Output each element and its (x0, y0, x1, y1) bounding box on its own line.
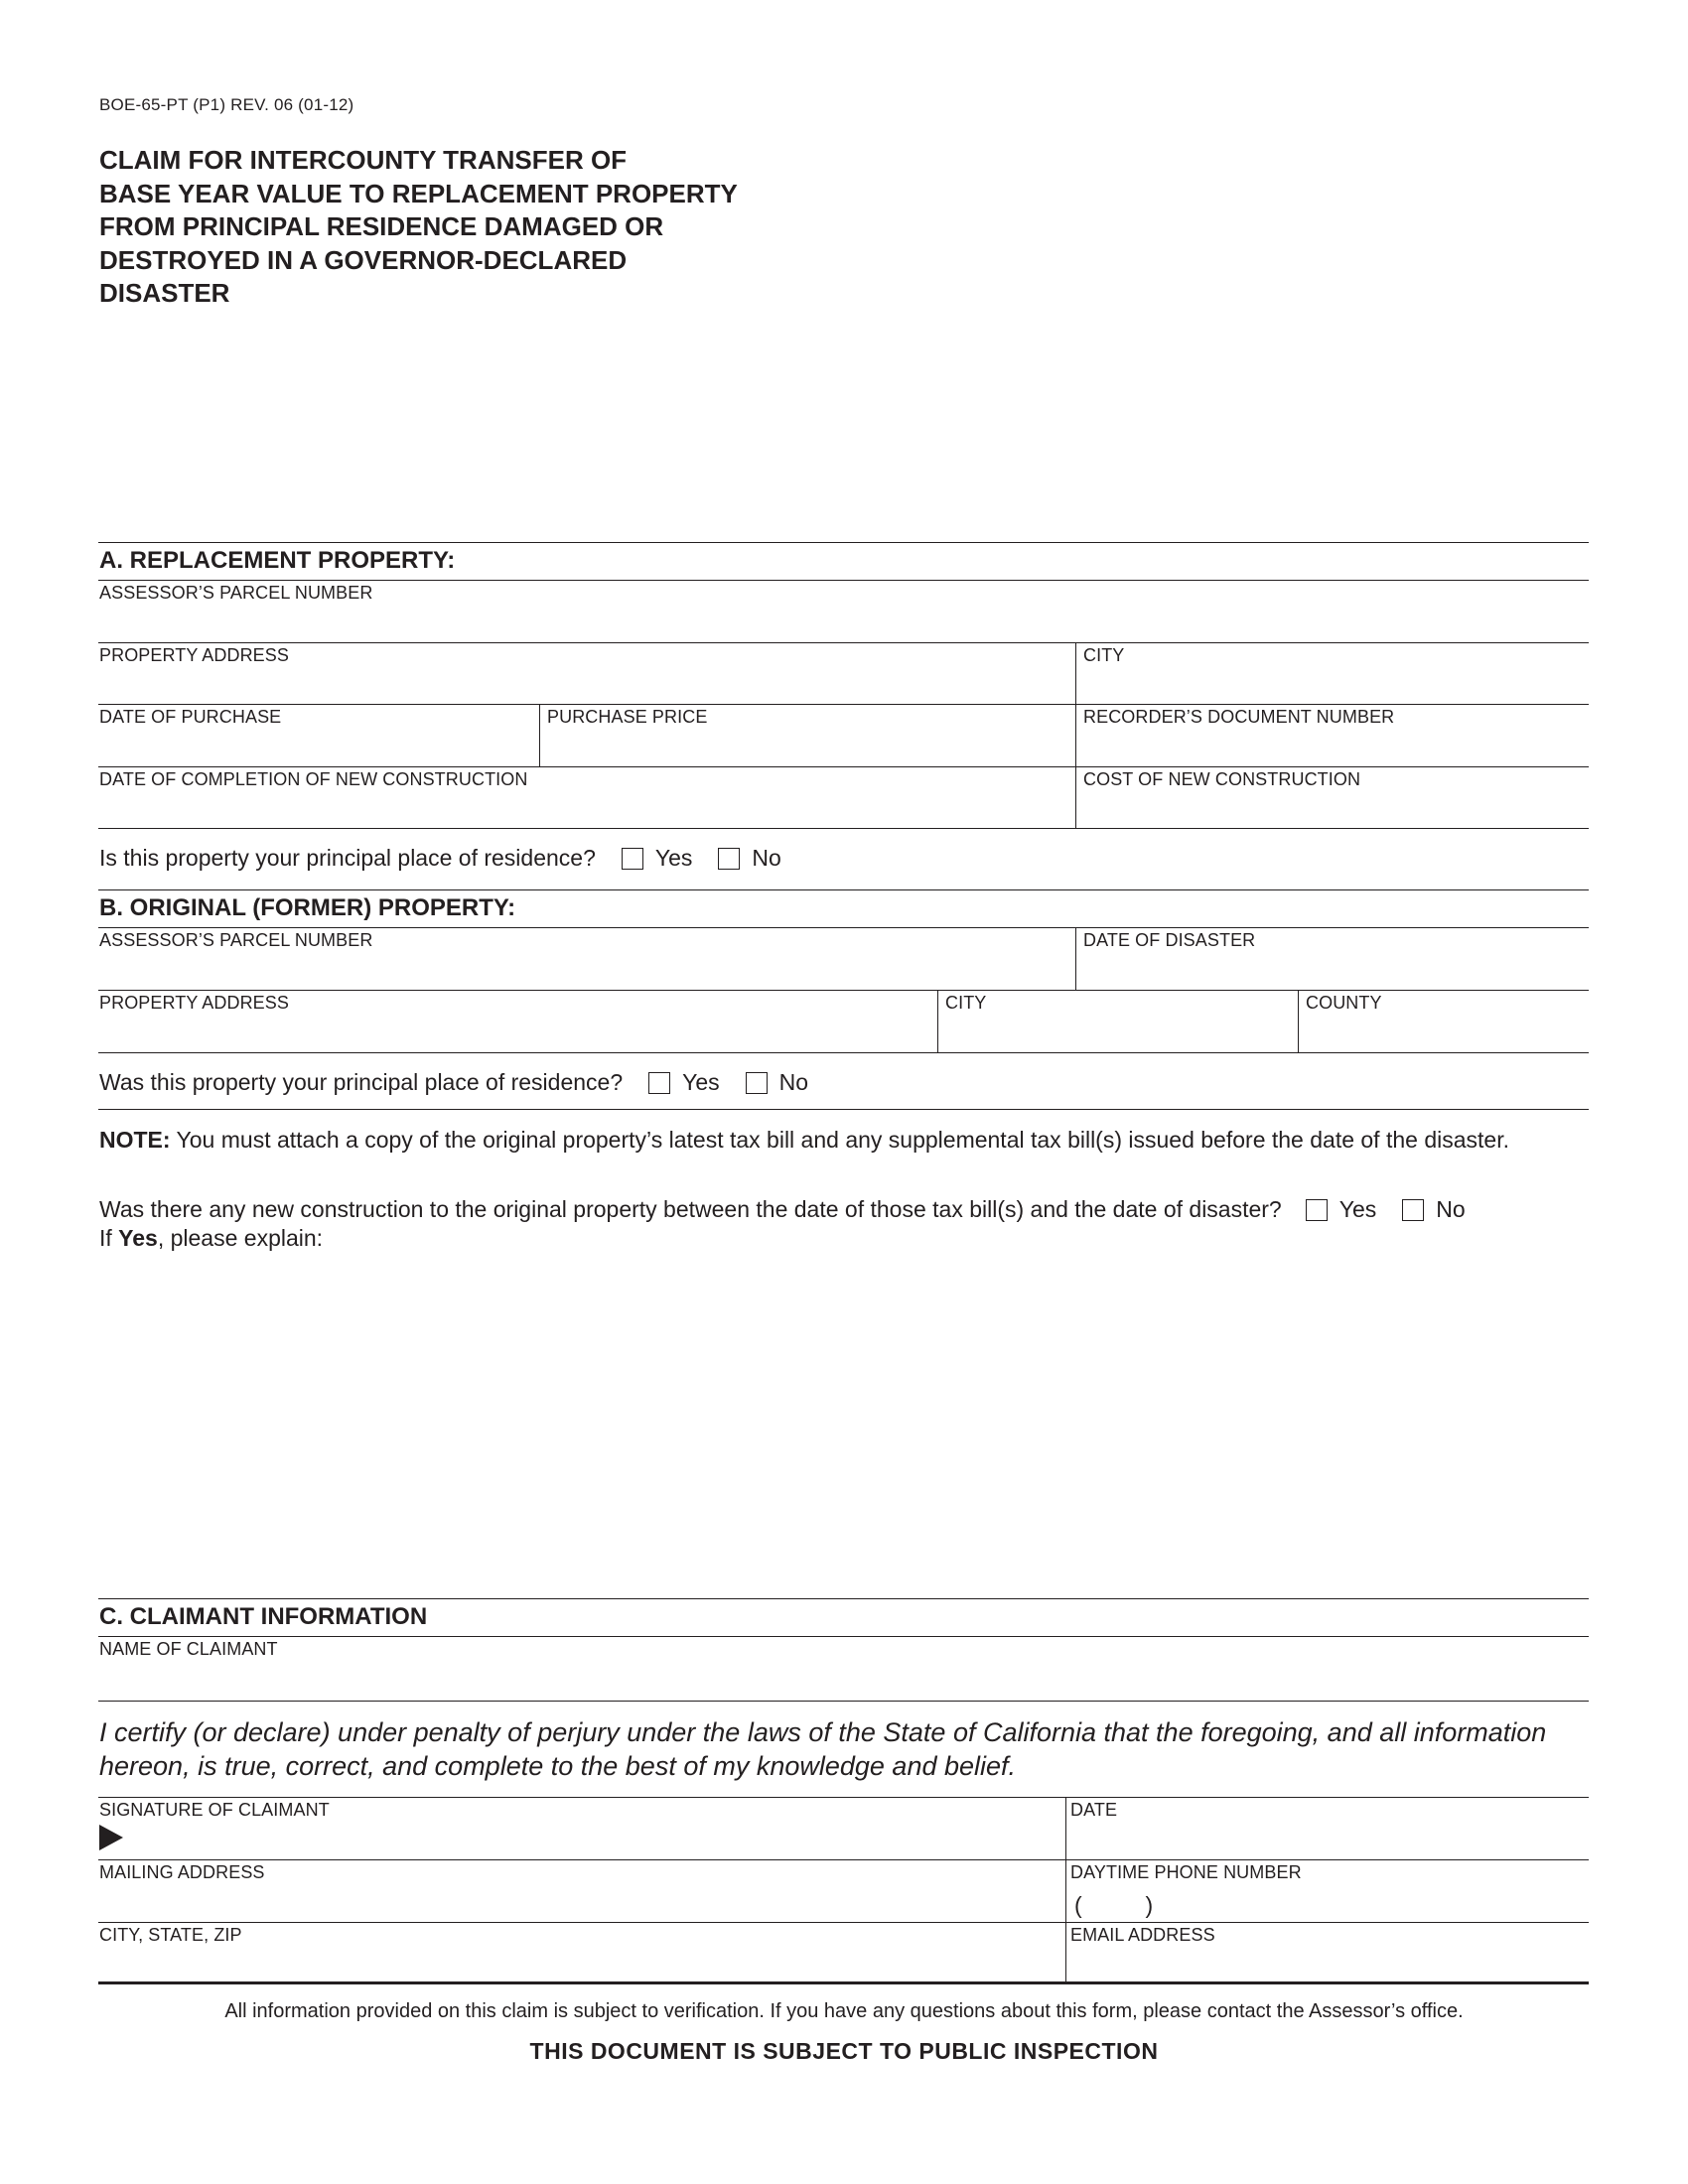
original-apn-field[interactable] (99, 957, 1067, 983)
public-inspection-notice: THIS DOCUMENT IS SUBJECT TO PUBLIC INSPECTION (529, 2038, 1159, 2064)
divider (98, 1598, 1589, 1599)
divider (98, 1636, 1589, 1637)
title-line: DISASTER (99, 278, 230, 308)
question-text: Was there any new construction to the original property between the date of those tax bill(s) and the date of disaster? (99, 1196, 1282, 1222)
divider (98, 1109, 1589, 1110)
recorder-document-label: RECORDER’S DOCUMENT NUMBER (1083, 707, 1395, 727)
signature-field[interactable] (129, 1827, 1057, 1852)
replacement-address-field[interactable] (99, 672, 1067, 698)
yes-label: Yes (682, 1069, 720, 1095)
replacement-apn-label: ASSESSOR’S PARCEL NUMBER (99, 583, 373, 603)
original-city-label: CITY (945, 993, 987, 1013)
original-city-field[interactable] (945, 1020, 1288, 1045)
original-residence-question (99, 1069, 808, 1096)
replacement-residence-yes-checkbox[interactable] (622, 848, 643, 870)
divider (98, 1981, 1589, 1984)
cost-construction-label: COST OF NEW CONSTRUCTION (1083, 769, 1361, 789)
date-completion-field[interactable] (99, 796, 1067, 822)
claimant-name-field[interactable] (99, 1666, 1589, 1692)
divider (98, 1052, 1589, 1053)
original-apn-label: ASSESSOR’S PARCEL NUMBER (99, 930, 373, 950)
signature-date-field[interactable] (1070, 1827, 1582, 1852)
divider (98, 1859, 1589, 1860)
divider (98, 1922, 1589, 1923)
city-state-zip-label: CITY, STATE, ZIP (99, 1925, 242, 1945)
phone-label: DAYTIME PHONE NUMBER (1070, 1862, 1302, 1882)
date-of-purchase-label: DATE OF PURCHASE (99, 707, 282, 727)
original-county-field[interactable] (1306, 1020, 1584, 1045)
cost-construction-field[interactable] (1083, 796, 1585, 822)
no-label: No (1436, 1196, 1466, 1222)
date-of-disaster-label: DATE OF DISASTER (1083, 930, 1256, 950)
section-a-heading: A. REPLACEMENT PROPERTY: (99, 547, 456, 574)
date-of-disaster-field[interactable] (1083, 957, 1585, 983)
title-line: FROM PRINCIPAL RESIDENCE DAMAGED OR (99, 211, 664, 241)
section-c-heading: C. CLAIMANT INFORMATION (99, 1603, 428, 1630)
original-residence-no-checkbox[interactable] (746, 1072, 768, 1094)
new-construction-no-checkbox[interactable] (1402, 1199, 1424, 1221)
divider (1298, 990, 1299, 1052)
question-text: Is this property your principal place of residence? (99, 845, 596, 871)
divider (98, 1701, 1589, 1702)
original-county-label: COUNTY (1306, 993, 1382, 1013)
title-line: CLAIM FOR INTERCOUNTY TRANSFER OF (99, 145, 628, 175)
explain-yes: Yes (118, 1225, 158, 1251)
purchase-price-label: PURCHASE PRICE (547, 707, 708, 727)
divider (98, 927, 1589, 928)
recorder-document-field[interactable] (1083, 734, 1585, 759)
note-text: You must attach a copy of the original property’s latest tax bill and any supplemental tax bill(s) issued before the date of the disaster. (170, 1127, 1509, 1153)
date-completion-label: DATE OF COMPLETION OF NEW CONSTRUCTION (99, 769, 528, 789)
new-construction-yes-checkbox[interactable] (1306, 1199, 1328, 1221)
divider (98, 580, 1589, 581)
right-triangle-arrow-icon (99, 1825, 123, 1850)
replacement-residence-question (99, 845, 781, 872)
divider (98, 766, 1589, 767)
divider (98, 642, 1589, 643)
date-label: DATE (1070, 1800, 1118, 1820)
certification-statement: I certify (or declare) under penalty of perjury under the laws of the State of California that the foregoing, and all information hereon, is true, correct, and complete to the best of my knowledge and belief. (99, 1717, 1547, 1781)
divider (98, 1797, 1589, 1798)
divider (98, 542, 1589, 543)
replacement-residence-no-checkbox[interactable] (718, 848, 740, 870)
divider (98, 990, 1589, 991)
no-label: No (778, 1069, 809, 1095)
explain-prefix: If (99, 1225, 119, 1251)
purchase-price-field[interactable] (547, 734, 1068, 759)
explain-suffix: , please explain: (157, 1225, 324, 1251)
signature-label: SIGNATURE OF CLAIMANT (99, 1800, 330, 1820)
replacement-apn-field[interactable] (99, 610, 1589, 635)
no-label: No (752, 845, 781, 871)
note-paragraph (99, 1126, 1589, 1155)
phone-field[interactable] (1167, 1889, 1584, 1915)
replacement-address-label: PROPERTY ADDRESS (99, 645, 289, 665)
divider (98, 704, 1589, 705)
original-address-field[interactable] (99, 1020, 928, 1045)
original-residence-yes-checkbox[interactable] (648, 1072, 670, 1094)
replacement-city-label: CITY (1083, 645, 1125, 665)
explanation-field[interactable] (99, 1251, 1589, 1578)
original-address-label: PROPERTY ADDRESS (99, 993, 289, 1013)
claimant-name-label: NAME OF CLAIMANT (99, 1639, 278, 1659)
form-id: BOE-65-PT (P1) REV. 06 (01-12) (99, 95, 354, 114)
mailing-address-field[interactable] (99, 1889, 1057, 1915)
question-text: Was this property your principal place of residence? (99, 1069, 624, 1095)
divider (937, 990, 938, 1052)
city-state-zip-field[interactable] (99, 1952, 1057, 1978)
explain-prompt (99, 1224, 1589, 1253)
title-line: DESTROYED IN A GOVERNOR-DECLARED (99, 244, 628, 275)
title-line: BASE YEAR VALUE TO REPLACEMENT PROPERTY (99, 178, 738, 208)
verification-notice: All information provided on this claim is subject to verification. If you have any questions about this form, please contact the Assessor’s office. (224, 2000, 1464, 2022)
new-construction-question (99, 1196, 1589, 1223)
phone-parentheses: ( ) (1074, 1892, 1154, 1918)
note-label: NOTE: (99, 1127, 171, 1153)
email-label: EMAIL ADDRESS (1070, 1925, 1215, 1945)
divider (98, 828, 1589, 829)
yes-label: Yes (654, 845, 693, 871)
email-field[interactable] (1070, 1952, 1582, 1978)
section-b-heading: B. ORIGINAL (FORMER) PROPERTY: (99, 894, 516, 921)
divider (1075, 642, 1076, 828)
divider (1065, 1797, 1066, 1983)
date-of-purchase-field[interactable] (99, 734, 531, 759)
mailing-address-label: MAILING ADDRESS (99, 1862, 265, 1882)
divider (98, 889, 1589, 890)
divider (539, 704, 540, 766)
divider (1075, 927, 1076, 990)
replacement-city-field[interactable] (1083, 672, 1585, 698)
yes-label: Yes (1338, 1196, 1377, 1222)
form-title (99, 144, 854, 311)
